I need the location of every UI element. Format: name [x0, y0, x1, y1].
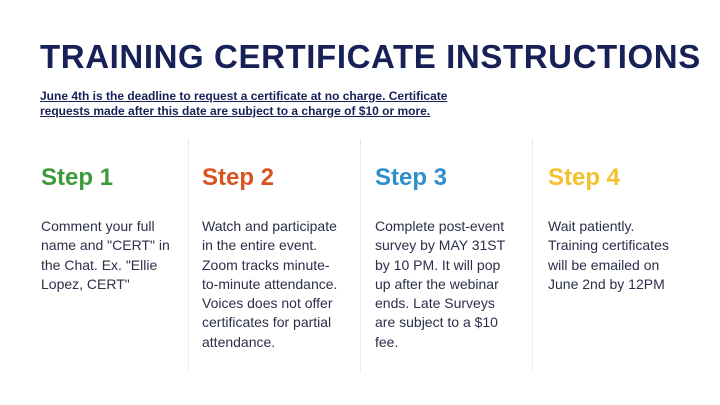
step-2-line: Voices does not offer — [202, 295, 333, 312]
step-4-title: Step 4 — [548, 164, 621, 191]
step-1-title: Step 1 — [41, 164, 114, 191]
step-3-line: by 10 PM. It will pop — [375, 256, 501, 273]
step-3-description — [375, 217, 535, 352]
step-1-line: Comment your full — [41, 218, 155, 234]
step-1-line: name and "CERT" in — [41, 237, 170, 254]
step-4-line: June 2nd by 12PM — [548, 275, 665, 292]
step-4-line: Training certificates — [548, 237, 669, 254]
step-3-line: fee. — [375, 333, 399, 350]
page-title: TRAINING CERTIFICATE INSTRUCTIONS — [40, 38, 701, 75]
step-3-line: up after the webinar — [375, 275, 499, 292]
step-4-column — [548, 163, 708, 294]
step-4-description — [548, 217, 708, 294]
deadline-notice-line-1: June 4th is the deadline to request a certificate at no charge. Certificate — [40, 89, 448, 103]
step-3-column — [375, 163, 535, 352]
step-1-line: Lopez, CERT" — [41, 275, 130, 292]
step-2-line: Watch and participate — [202, 218, 337, 234]
step-2-line: to-minute attendance. — [202, 275, 338, 292]
deadline-notice-line-2: requests made after this date are subject to a charge of $10 or more. — [40, 104, 431, 118]
step-3-line: Complete post-event — [375, 218, 505, 234]
step-1-line: the Chat. Ex. "Ellie — [41, 256, 158, 273]
step-3-title: Step 3 — [375, 164, 448, 191]
step-4-line: will be emailed on — [548, 256, 660, 273]
step-1-description — [41, 217, 201, 294]
step-2-line: Zoom tracks minute- — [202, 256, 330, 273]
step-3-line: are subject to a $10 — [375, 314, 498, 331]
step-2-column — [202, 163, 362, 352]
step-2-line: in the entire event. — [202, 237, 318, 254]
step-2-line: attendance. — [202, 333, 276, 350]
step-2-description — [202, 217, 362, 352]
deadline-notice — [40, 89, 480, 119]
step-3-line: survey by MAY 31ST — [375, 237, 506, 254]
step-2-title: Step 2 — [202, 164, 275, 191]
step-1-column — [41, 163, 201, 294]
step-2-line: certificates for partial — [202, 314, 332, 331]
step-3-line: ends. Late Surveys — [375, 295, 495, 312]
step-4-line: Wait patiently. — [548, 218, 635, 234]
